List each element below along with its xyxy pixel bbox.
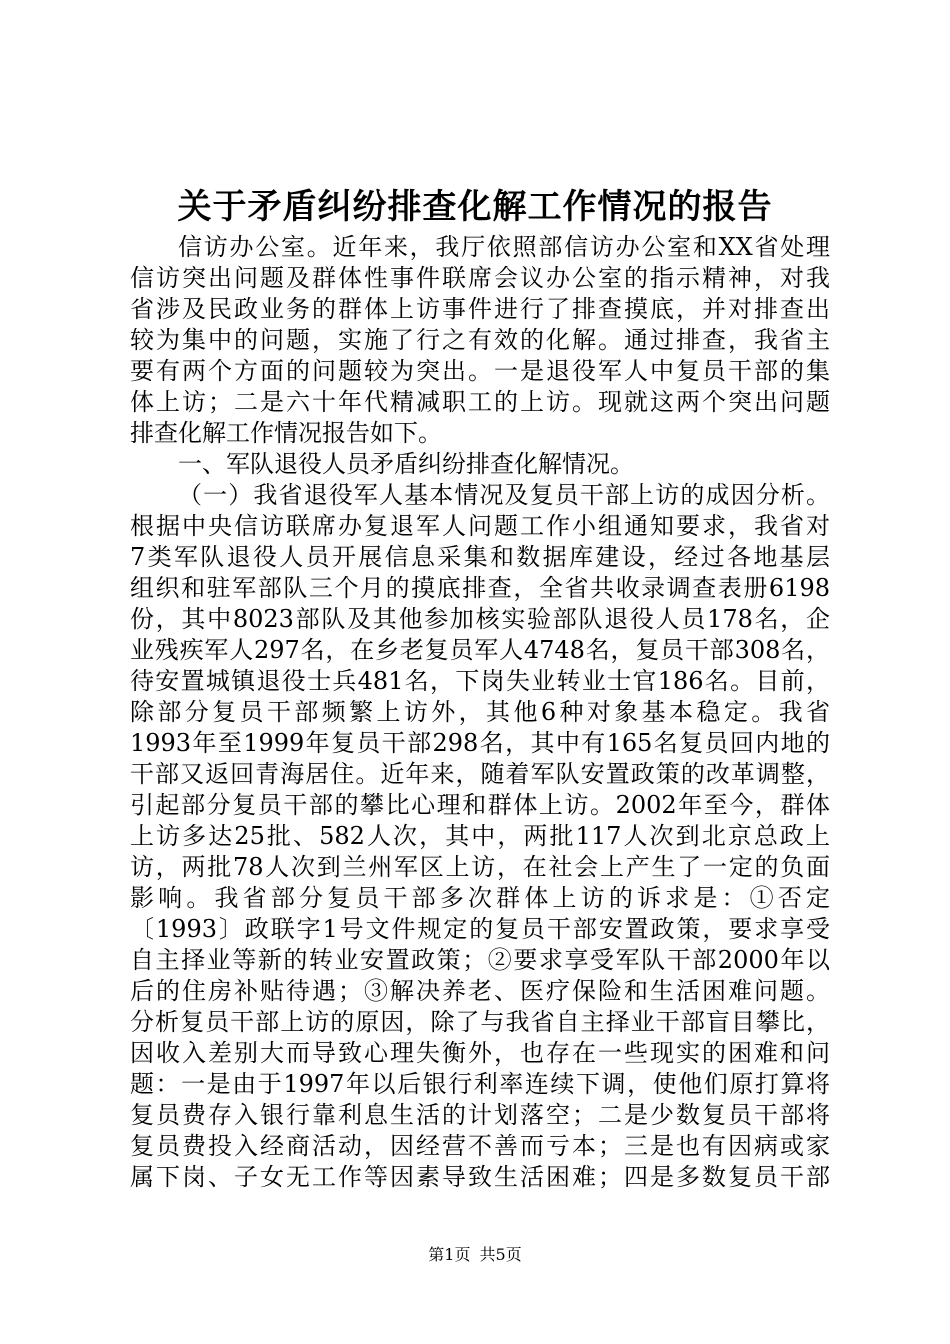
text-line: 影响。我省部分复员干部多次群体上访的诉求是：①否定 [130, 884, 830, 912]
text-line: 一、军队退役人员矛盾纠纷排查化解情况。 [178, 450, 634, 478]
text-line: （一）我省退役军人基本情况及复员干部上访的成因分析。 [178, 481, 830, 509]
text-line: 组织和驻军部队三个月的摸底排查，全省共收录调查表册6198 [130, 574, 830, 602]
page-number: 第1页 [428, 1245, 471, 1264]
text-line: 1993年至1999年复员干部298名，其中有165名复员回内地的 [130, 729, 830, 757]
text-line: 待安置城镇退役士兵481名，下岗失业转业士官186名。目前， [130, 667, 830, 695]
text-line: 7类军队退役人员开展信息采集和数据库建设，经过各地基层 [130, 543, 830, 571]
text-line: 自主择业等新的转业安置政策；②要求享受军队干部2000年以 [130, 946, 830, 974]
page-footer [0, 1243, 950, 1267]
text-line: 〔1993〕政联字1号文件规定的复员干部安置政策，要求享受 [130, 915, 830, 943]
text-line: 上访多达25批、582人次，其中，两批117人次到北京总政上 [130, 822, 830, 850]
text-line: 排查化解工作情况报告如下。 [130, 419, 442, 447]
document-title: 关于矛盾纠纷排查化解工作情况的报告 [177, 187, 773, 227]
text-line: 引起部分复员干部的攀比心理和群体上访。2002年至今，群体 [130, 791, 830, 819]
page-total: 共5页 [479, 1245, 522, 1264]
text-line: 信访办公室。近年来，我厅依照部信访办公室和XX省处理 [178, 233, 830, 261]
text-line: 份，其中8023部队及其他参加核实验部队退役人员178名，企 [130, 605, 830, 633]
text-line: 业残疾军人297名，在乡老复员军人4748名，复员干部308名， [130, 636, 830, 664]
text-line: 分析复员干部上访的原因，除了与我省自主择业干部盲目攀比， [130, 1008, 830, 1036]
text-line: 题：一是由于1997年以后银行利率连续下调，使他们原打算将 [130, 1070, 830, 1098]
text-line: 干部又返回青海居住。近年来，随着军队安置政策的改革调整， [130, 760, 830, 788]
text-line: 后的住房补贴待遇；③解决养老、医疗保险和生活困难问题。 [130, 977, 830, 1005]
text-line: 较为集中的问题，实施了行之有效的化解。通过排查，我省主 [130, 326, 830, 354]
text-line: 访，两批78人次到兰州军区上访，在社会上产生了一定的负面 [130, 853, 830, 881]
text-line: 除部分复员干部频繁上访外，其他6种对象基本稳定。我省 [130, 698, 830, 726]
text-line: 根据中央信访联席办复退军人问题工作小组通知要求，我省对 [130, 512, 830, 540]
text-line: 省涉及民政业务的群体上访事件进行了排查摸底，并对排查出 [130, 295, 830, 323]
text-line: 因收入差别大而导致心理失衡外，也存在一些现实的困难和问 [130, 1039, 830, 1067]
text-line: 复员费存入银行靠利息生活的计划落空；二是少数复员干部将 [130, 1101, 830, 1129]
text-line: 要有两个方面的问题较为突出。一是退役军人中复员干部的集 [130, 357, 830, 385]
text-line: 复员费投入经商活动，因经营不善而亏本；三是也有因病或家 [130, 1132, 830, 1160]
text-line: 体上访；二是六十年代精减职工的上访。现就这两个突出问题 [130, 388, 830, 416]
document-body [130, 232, 830, 1193]
text-line: 信访突出问题及群体性事件联席会议办公室的指示精神，对我 [130, 264, 830, 292]
text-line: 属下岗、子女无工作等因素导致生活困难；四是多数复员干部 [130, 1163, 830, 1191]
